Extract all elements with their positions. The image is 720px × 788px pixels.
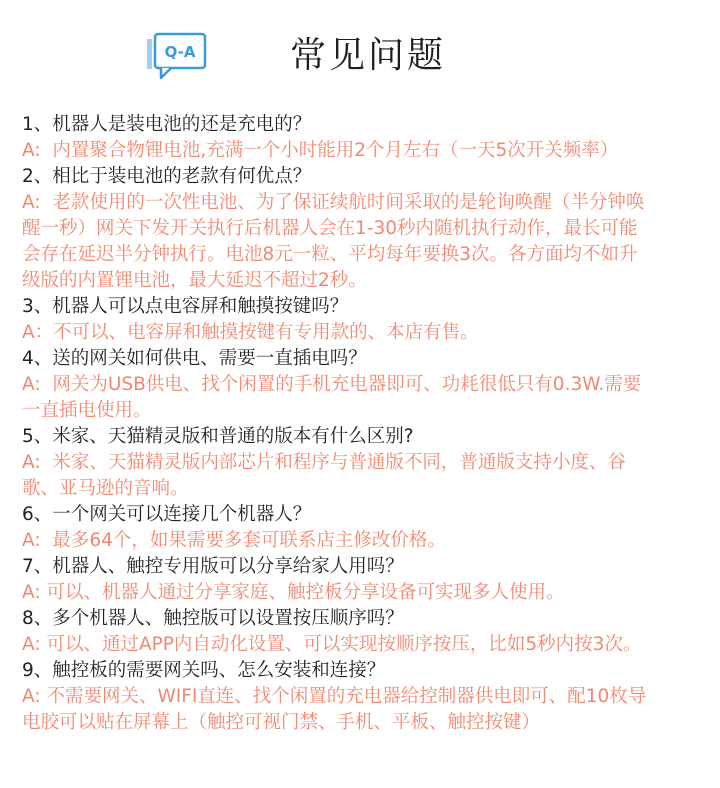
faq-question: 9、触控板的需要网关吗、怎么安装和连接？ — [22, 660, 386, 681]
faq-answer-line: A: 不需要网关、WIFI直连、找个闲置的充电器给控制器供电即可、配10枚导 — [22, 686, 647, 707]
faq-question: 3、机器人可以点电容屏和触摸按键吗？ — [22, 296, 349, 317]
faq-answer-line: 会存在延迟半分钟执行。电池8元一粒、平均每年要换3次。各方面均不如升 — [22, 244, 638, 265]
faq-answer-line: 醒一秒）网关下发开关执行后机器人会在1-30秒内随机执行动作，最长可能 — [22, 218, 638, 239]
faq-question: 1、机器人是装电池的还是充电的？ — [22, 114, 312, 135]
faq-answer-line: A: 内置聚合物锂电池,充满一个小时能用2个月左右（一天5次开关频率） — [22, 140, 619, 161]
faq-question: 5、米家、天猫精灵版和普通的版本有什么区别? — [22, 426, 414, 447]
faq-answer-line: A: 可以、机器人通过分享家庭、触控板分享设备可实现多人使用。 — [22, 582, 565, 603]
qa-chat-icon — [145, 30, 209, 82]
faq-answer-line: A: 米家、天猫精灵版内部芯片和程序与普通版不同，普通版支持小度、谷 — [22, 452, 626, 473]
faq-question: 7、机器人、触控专用版可以分享给家人用吗？ — [22, 556, 404, 577]
faq-answer-line: A: 最多64个，如果需要多套可联系店主修改价格。 — [22, 530, 446, 551]
faq-list — [22, 112, 706, 736]
page-title: 常见问题 — [290, 35, 447, 76]
header — [0, 28, 720, 88]
faq-answer-line: A: 老款使用的一次性电池、为了保证续航时间采取的是轮询唤醒（半分钟唤 — [22, 192, 645, 213]
faq-answer-line: 级版的内置锂电池，最大延迟不超过2秒。 — [22, 270, 367, 291]
faq-answer-line: 一直插电使用。 — [22, 400, 152, 421]
faq-question: 2、相比于装电池的老款有何优点？ — [22, 166, 312, 187]
faq-answer-line: A: 可以、通过APP内自动化设置、可以实现按顺序按压，比如5秒内按3次。 — [22, 634, 642, 655]
faq-answer-line: A：不可以、电容屏和触摸按键有专用款的、本店有售。 — [22, 322, 479, 343]
faq-answer-line: 电胶可以贴在屏幕上（触控可视门禁、手机、平板、触控按键） — [22, 712, 541, 733]
faq-question: 4、送的网关如何供电、需要一直插电吗？ — [22, 348, 367, 369]
faq-question: 8、多个机器人、触控版可以设置按压顺序吗？ — [22, 608, 404, 629]
faq-answer-line: 歌、亚马逊的音响。 — [22, 478, 189, 499]
faq-question: 6、一个网关可以连接几个机器人？ — [22, 504, 312, 525]
faq-answer-line: A: 网关为USB供电、找个闲置的手机充电器即可、功耗很低只有0.3W.需要 — [22, 374, 642, 395]
qa-icon-text: Q-A — [164, 43, 196, 61]
